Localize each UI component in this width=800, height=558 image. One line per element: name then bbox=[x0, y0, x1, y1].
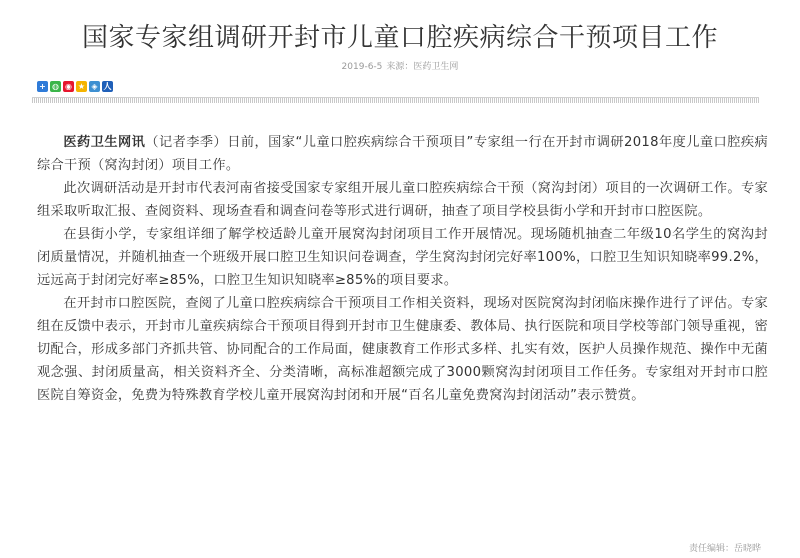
source-label: 来源： bbox=[386, 62, 414, 72]
article-body bbox=[37, 131, 768, 407]
qzone-icon[interactable]: ★ bbox=[77, 82, 86, 91]
publish-date: 2019-6-5 bbox=[341, 62, 383, 72]
paragraph-3: 在县街小学，专家组详细了解学校适龄儿童开展窝沟封闭项目工作开展情况。现场随机抽查二年级10名学生的窝沟封闭质量情况，并随机抽查一个班级开展口腔卫生知识问卷调查，学生窝沟封闭完好率100%，口腔卫生知识知晓率99.2%，远远高于封闭完好率≥85%，口腔卫生知识知晓率≥85%的项目要求。 bbox=[37, 227, 768, 288]
share-bar bbox=[37, 81, 113, 92]
article-meta bbox=[0, 61, 800, 73]
share-plus-icon[interactable]: + bbox=[37, 81, 48, 92]
header-divider bbox=[32, 97, 759, 103]
tencent-weibo-icon[interactable]: ◈ bbox=[89, 81, 100, 92]
wechat-icon[interactable]: ◍ bbox=[50, 81, 61, 92]
paragraph-1-text: （记者李季）日前，国家“儿童口腔疾病综合干预项目”专家组一行在开封市调研2018年度儿童口腔疾病综合干预（窝沟封闭）项目工作。 bbox=[37, 135, 768, 173]
article-lead: 医药卫生网讯 bbox=[63, 135, 146, 150]
paragraph-2: 此次调研活动是开封市代表河南省接受国家专家组开展儿童口腔疾病综合干预（窝沟封闭）项目的一次调研工作。专家组采取听取汇报、查阅资料、现场查看和调查问卷等形式进行调研，抽查了项目学校县街小学和开封市口腔医院。 bbox=[37, 181, 768, 219]
responsible-editor: 责任编辑：岳晓晔 bbox=[688, 544, 761, 554]
weibo-icon[interactable]: ◉ bbox=[63, 81, 74, 92]
page-title: 国家专家组调研开封市儿童口腔疾病综合干预项目工作 bbox=[81, 23, 718, 53]
paragraph-1 bbox=[37, 131, 768, 177]
source-name: 医药卫生网 bbox=[413, 62, 459, 72]
paragraph-4: 在开封市口腔医院，查阅了儿童口腔疾病综合干预项目工作相关资料，现场对医院窝沟封闭临床操作进行了评估。专家组在反馈中表示，开封市儿童疾病综合干预项目得到开封市卫生健康委、教体局、执行医院和项目学校等部门领导重视，密切配合，形成多部门齐抓共管、协同配合的工作局面，健康教育工作形式多样、扎实有效，医护人员操作规范、操作中无菌观念强、封闭质量高，相关资料齐全、分类清晰，高标准超额完成了3000颗窝沟封闭项目工作任务。专家组对开封市口腔医院自筹资金，免费为特殊教育学校儿童开展窝沟封闭和开展“百名儿童免费窝沟封闭活动”表示赞赏。 bbox=[37, 296, 768, 403]
renren-icon[interactable]: 人 bbox=[103, 82, 112, 91]
